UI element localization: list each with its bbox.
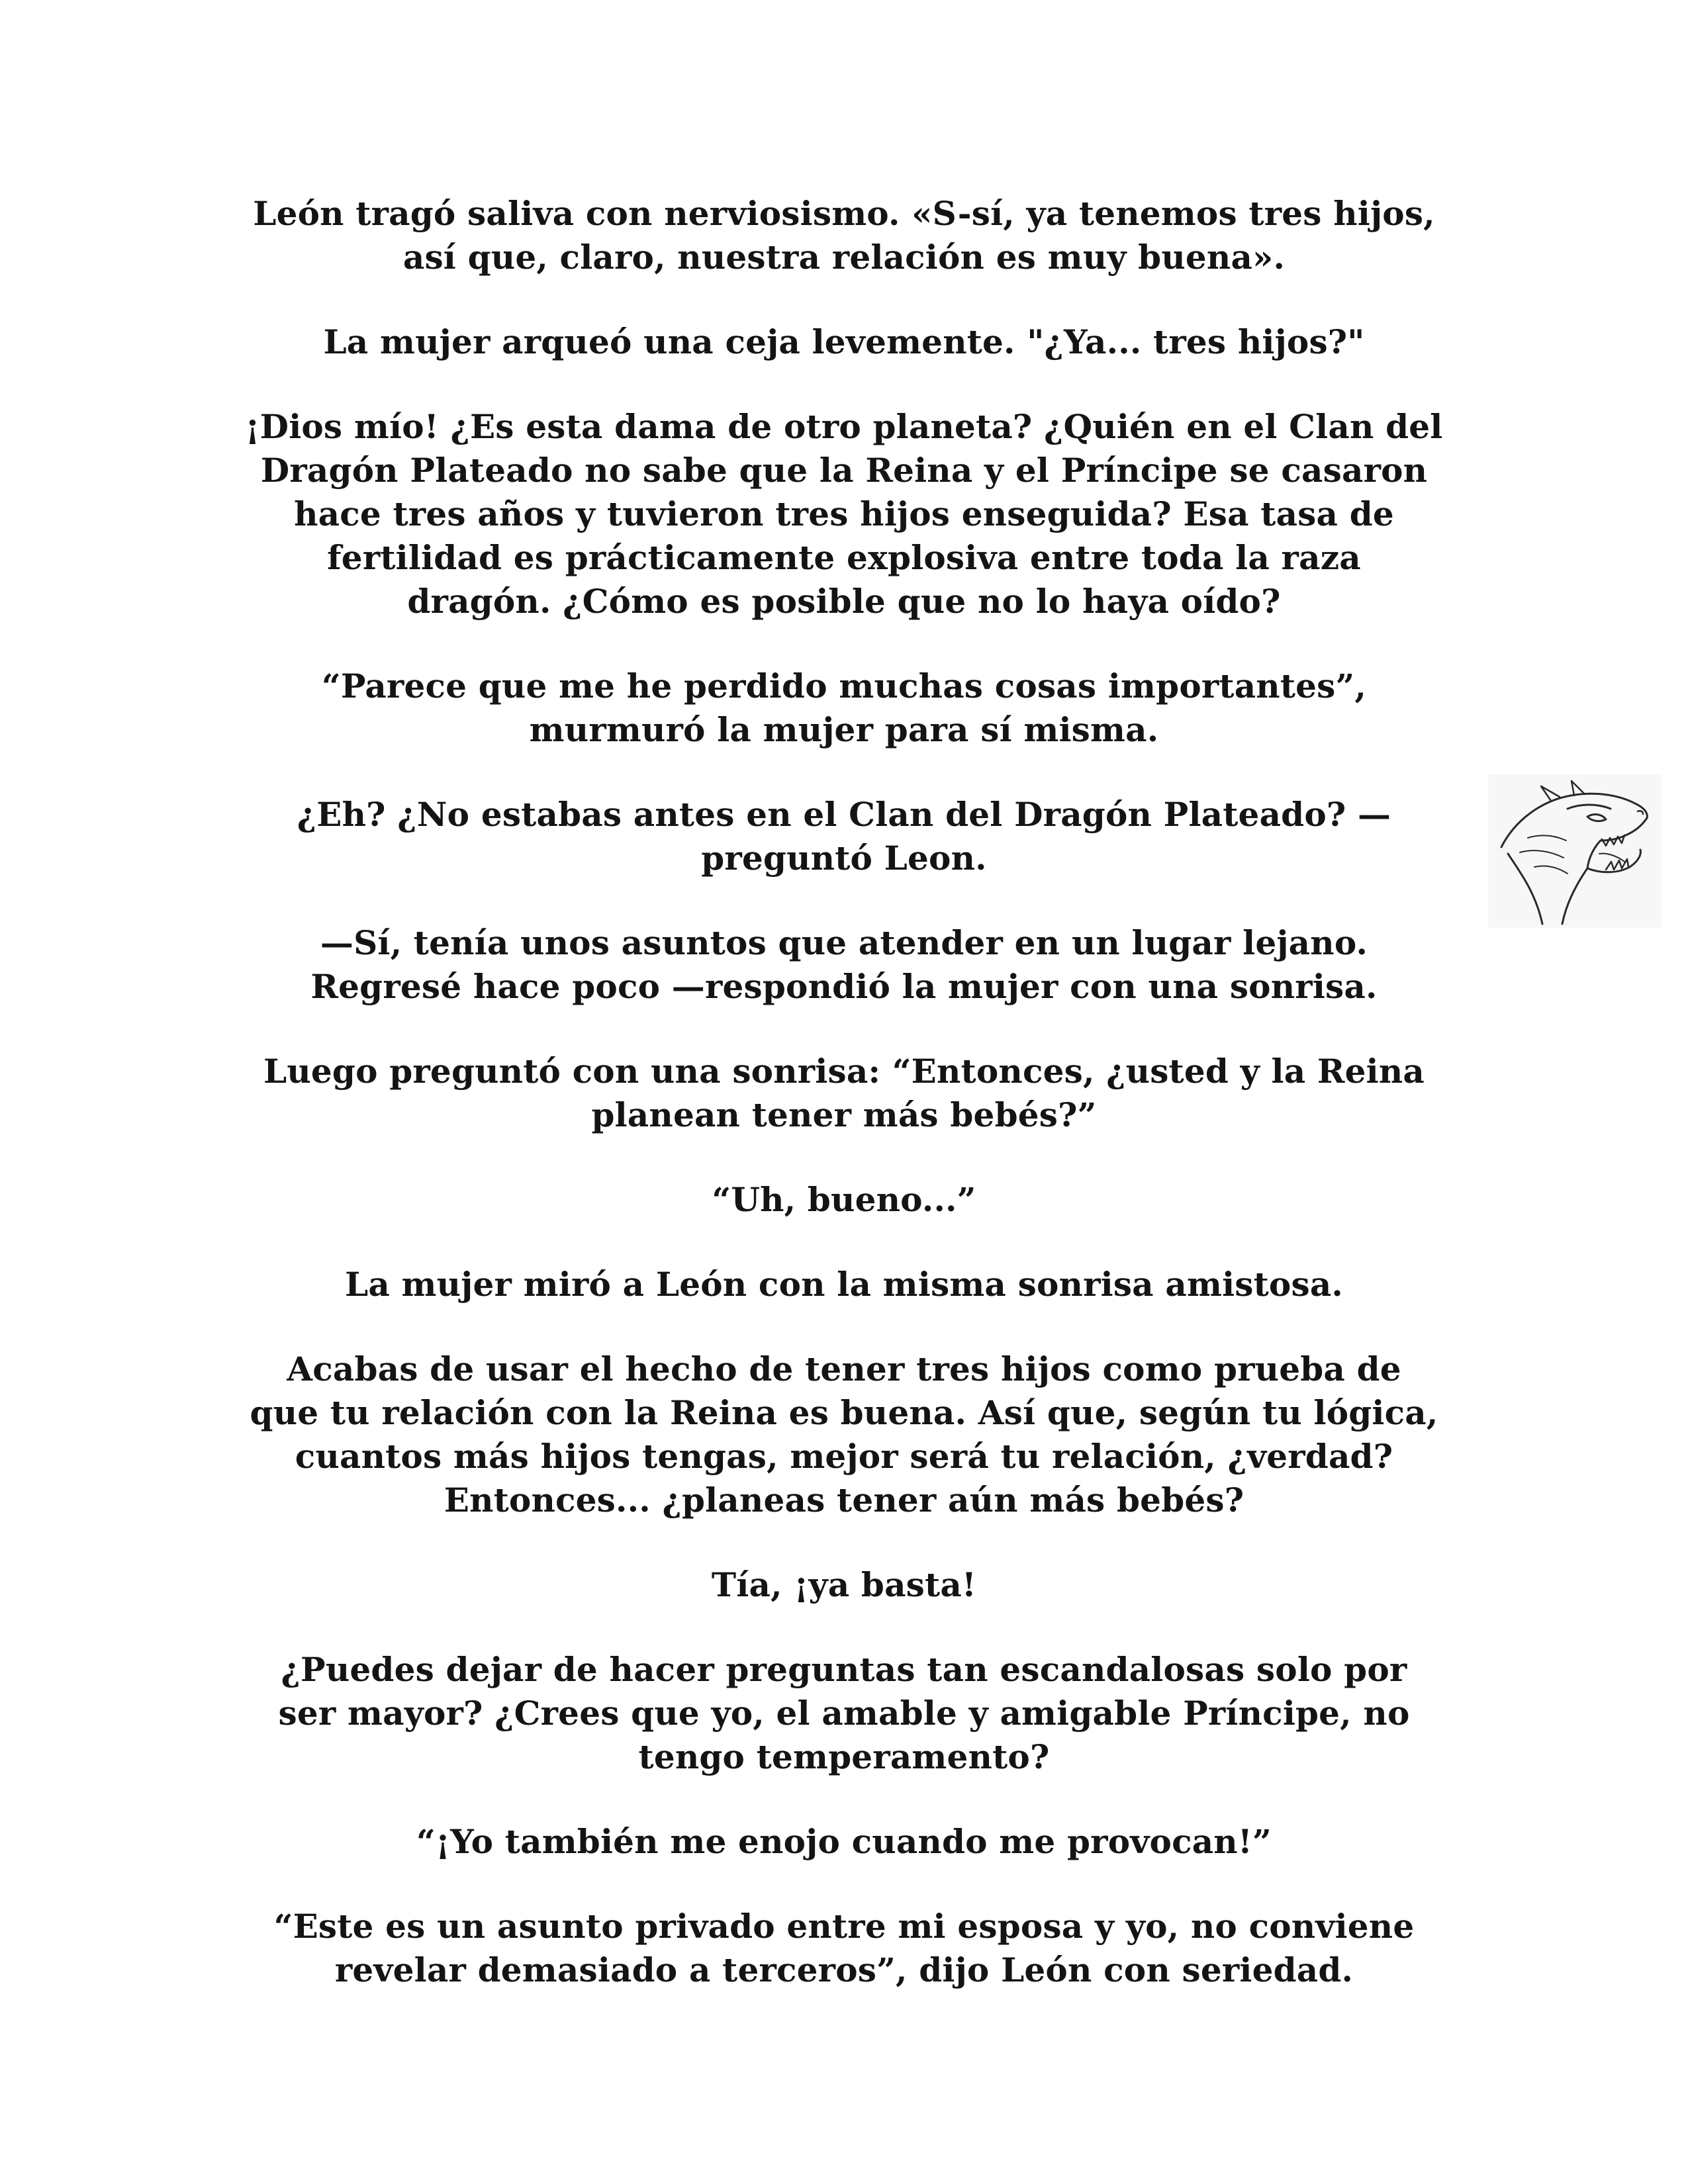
paragraph-7	[225, 1050, 1463, 1137]
paragraph-line: ¿Puedes dejar de hacer preguntas tan escandalosas solo por	[281, 1650, 1407, 1689]
paragraph-4	[225, 664, 1463, 752]
paragraph-line: ser mayor? ¿Crees que yo, el amable y amigable Príncipe, no	[278, 1694, 1410, 1733]
paragraph-line: León tragó saliva con nerviosismo. «S-sí, ya tenemos tres hijos,	[253, 194, 1435, 233]
paragraph-14	[225, 1905, 1463, 1992]
paragraph-line: fertilidad es prácticamente explosiva entre toda la raza	[327, 538, 1361, 577]
paragraph-5	[225, 793, 1463, 880]
paragraph-line: planean tener más bebés?”	[591, 1095, 1097, 1134]
paragraph-line: La mujer arqueó una ceja levemente. "¿Ya... tres hijos?"	[323, 322, 1365, 361]
paragraph-line: La mujer miró a León con la misma sonrisa amistosa.	[344, 1265, 1344, 1304]
paragraph-line: Dragón Plateado no sabe que la Reina y el Príncipe se casaron	[260, 451, 1428, 490]
paragraph-line: Entonces... ¿planeas tener aún más bebés?	[444, 1480, 1244, 1520]
paragraph-line: hace tres años y tuvieron tres hijos enseguida? Esa tasa de	[294, 494, 1394, 533]
paragraph-9	[225, 1263, 1463, 1306]
paragraph-11	[225, 1563, 1463, 1607]
paragraph-10	[225, 1347, 1463, 1522]
paragraph-line: “Parece que me he perdido muchas cosas importantes”,	[321, 666, 1367, 705]
paragraph-13	[225, 1820, 1463, 1864]
paragraph-line: preguntó Leon.	[701, 839, 987, 878]
paragraph-line: ¡Dios mío! ¿Es esta dama de otro planeta? ¿Quién en el Clan del	[245, 407, 1443, 446]
paragraph-line: que tu relación con la Reina es buena. Así que, según tu lógica,	[250, 1393, 1438, 1432]
paragraph-12	[225, 1648, 1463, 1779]
paragraph-2	[225, 320, 1463, 364]
dragon-head-sketch-icon	[1488, 774, 1662, 928]
paragraph-line: “Este es un asunto privado entre mi esposa y yo, no conviene	[273, 1907, 1415, 1946]
paragraph-line: —Sí, tenía unos asuntos que atender en un lugar lejano.	[320, 923, 1368, 962]
paragraph-line: Regresé hace poco —respondió la mujer con una sonrisa.	[310, 967, 1378, 1006]
paragraph-line: murmuró la mujer para sí misma.	[529, 710, 1159, 749]
paragraph-3	[225, 405, 1463, 623]
story-text	[225, 192, 1463, 2033]
paragraph-line: tengo temperamento?	[638, 1737, 1050, 1776]
paragraph-8	[225, 1178, 1463, 1222]
paragraph-line: dragón. ¿Cómo es posible que no lo haya oído?	[407, 582, 1281, 621]
paragraph-line: “¡Yo también me enojo cuando me provocan!”	[416, 1822, 1272, 1861]
paragraph-line: cuantos más hijos tengas, mejor será tu relación, ¿verdad?	[295, 1437, 1393, 1476]
paragraph-line: Tía, ¡ya basta!	[711, 1565, 977, 1604]
paragraph-line: así que, claro, nuestra relación es muy buena».	[402, 238, 1286, 277]
paragraph-line: revelar demasiado a terceros”, dijo León con seriedad.	[334, 1950, 1354, 1989]
paragraph-line: ¿Eh? ¿No estabas antes en el Clan del Dragón Plateado? —	[297, 795, 1391, 834]
paragraph-6	[225, 921, 1463, 1009]
paragraph-line: Acabas de usar el hecho de tener tres hijos como prueba de	[287, 1349, 1401, 1388]
paragraph-line: Luego preguntó con una sonrisa: “Entonces, ¿usted y la Reina	[263, 1052, 1425, 1091]
paragraph-line: “Uh, bueno...”	[712, 1180, 976, 1219]
paragraph-1	[225, 192, 1463, 279]
